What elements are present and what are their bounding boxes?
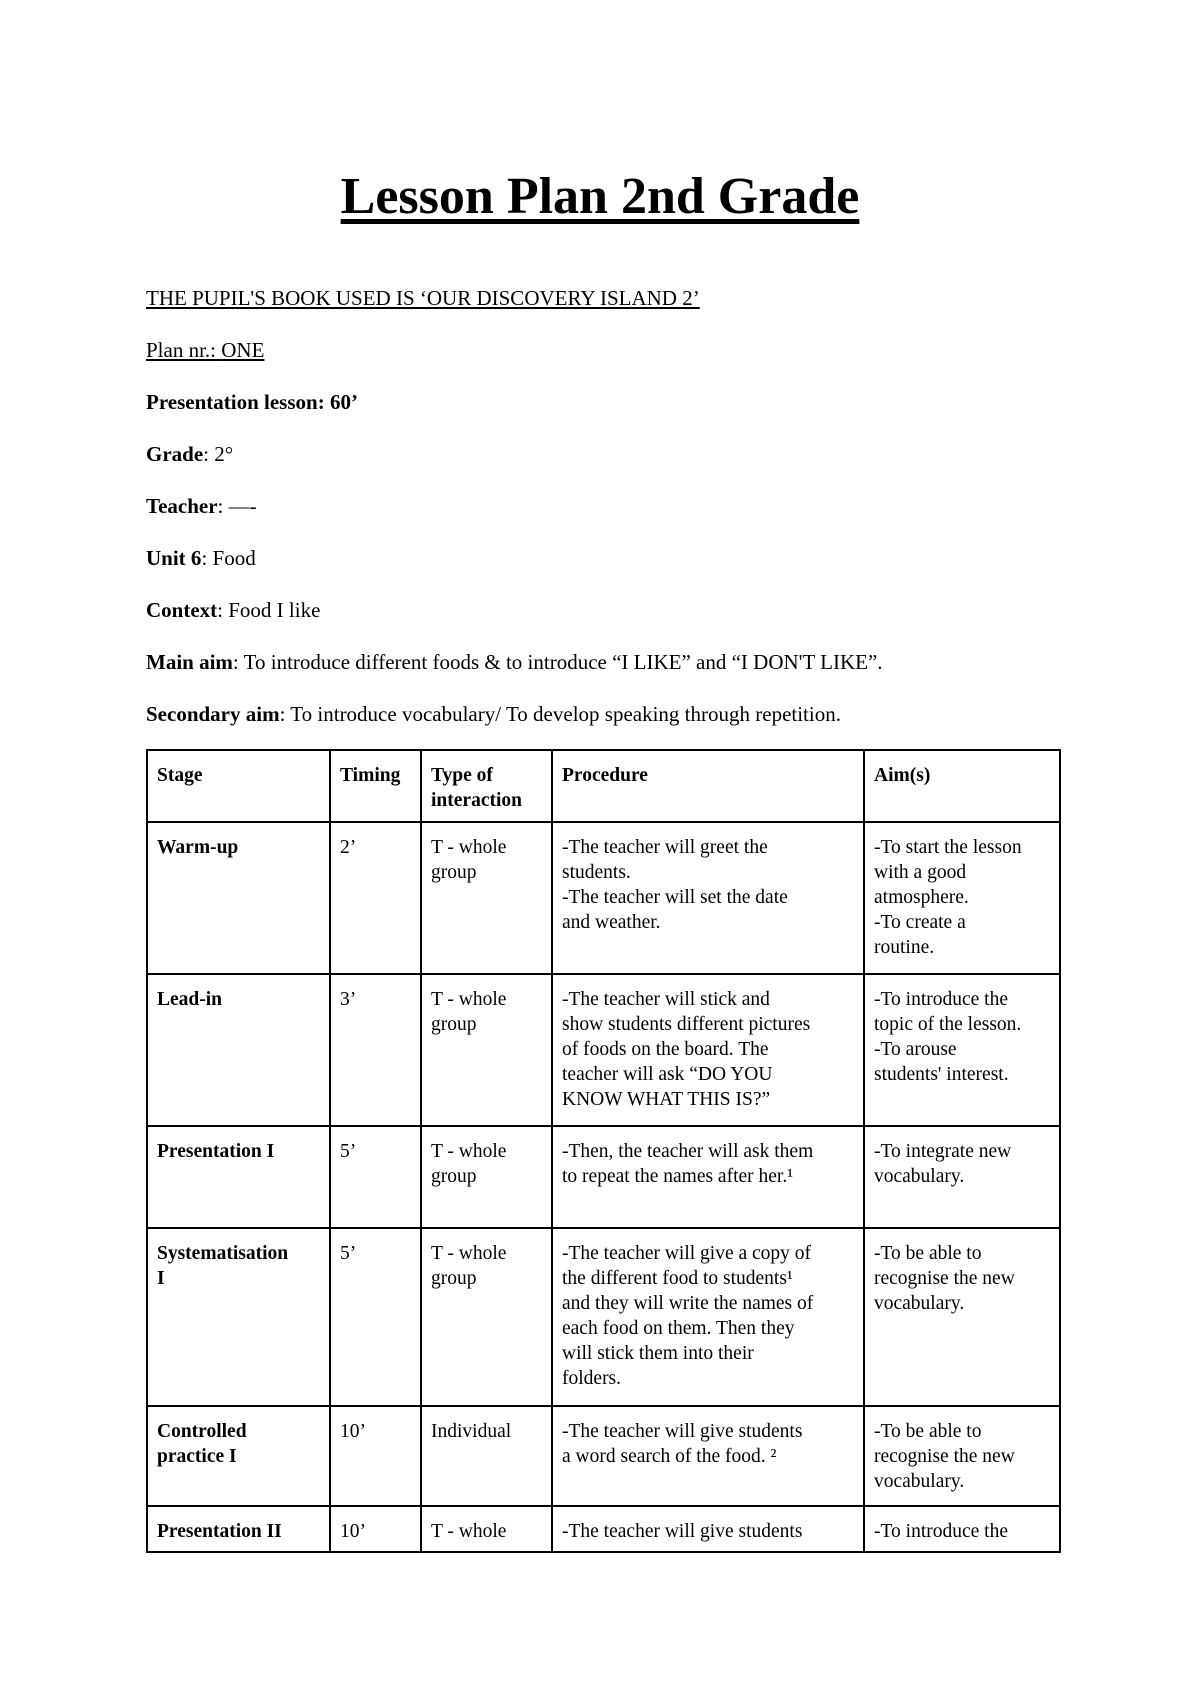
procedure-cell	[552, 1228, 864, 1406]
interaction-cell	[421, 1406, 552, 1506]
aims-text: vocabulary.	[874, 1166, 965, 1187]
procedure-text: -The teacher will give a copy of	[562, 1243, 812, 1264]
interaction-text: T - whole	[431, 1521, 507, 1542]
stage-text: Lead-in	[157, 989, 223, 1010]
plan-number-line	[146, 338, 264, 363]
procedure-text: of foods on the board. The	[562, 1039, 769, 1060]
interaction-cell	[421, 974, 552, 1126]
aims-text: routine.	[874, 937, 935, 958]
document-title: Lesson Plan 2nd Grade	[340, 168, 860, 225]
procedure-text: -The teacher will greet the	[562, 837, 768, 858]
procedure-text: a word search of the food. ²	[562, 1446, 777, 1467]
aims-cell	[864, 1406, 1060, 1506]
procedure-text: students.	[562, 862, 631, 883]
timing-cell: 10’	[330, 1506, 421, 1552]
pupils-book-line: THE PUPIL'S BOOK USED IS ‘OUR DISCOVERY ISLAND 2’	[146, 286, 700, 310]
aims-text: vocabulary.	[874, 1293, 965, 1314]
stage-text: Systematisation	[157, 1243, 289, 1264]
aims-text: topic of the lesson.	[874, 1014, 1022, 1035]
header-interaction	[421, 750, 552, 822]
aims-text: -To start the lesson	[874, 837, 1022, 858]
stage-text: Presentation II	[157, 1521, 282, 1542]
header-timing: Timing	[330, 750, 421, 822]
procedure-text: to repeat the names after her.¹	[562, 1166, 794, 1187]
aims-cell	[864, 1506, 1060, 1552]
table-row	[147, 1506, 1060, 1552]
header-interaction-line: interaction	[431, 790, 522, 811]
context-label: Context	[146, 598, 218, 622]
stage-cell	[147, 1406, 330, 1506]
grade-line	[146, 442, 233, 467]
main-aim-line	[146, 650, 883, 675]
timing-cell: 5’	[330, 1126, 421, 1228]
aims-text: -To arouse	[874, 1039, 957, 1060]
aims-cell	[864, 1126, 1060, 1228]
table-row	[147, 974, 1060, 1126]
aims-text: -To integrate new	[874, 1141, 1012, 1162]
interaction-text: T - whole	[431, 837, 507, 858]
interaction-text: group	[431, 1014, 477, 1035]
stage-cell	[147, 974, 330, 1126]
presentation-lesson-line	[146, 390, 358, 415]
main-aim-value: : To introduce different foods & to introduce “I LIKE” and “I DON'T LIKE”.	[232, 650, 883, 674]
procedure-text: the different food to students¹	[562, 1268, 793, 1289]
aims-text: students' interest.	[874, 1064, 1009, 1085]
interaction-text: group	[431, 1166, 477, 1187]
presentation-lesson-label: Presentation lesson:	[146, 390, 325, 414]
aims-text: -To be able to	[874, 1243, 982, 1264]
plan-number-label: Plan nr.:	[146, 338, 217, 362]
aims-cell	[864, 822, 1060, 974]
table-row	[147, 822, 1060, 974]
procedure-text: teacher will ask “DO YOU	[562, 1064, 773, 1085]
plan-number-value: ONE	[221, 338, 265, 362]
header-interaction-line: Type of	[431, 765, 493, 786]
main-aim-label: Main aim	[146, 650, 233, 674]
stage-text: Presentation I	[157, 1141, 275, 1162]
aims-cell	[864, 1228, 1060, 1406]
aims-cell	[864, 974, 1060, 1126]
secondary-aim-label: Secondary aim	[146, 702, 280, 726]
presentation-lesson-value: 60’	[329, 390, 358, 414]
interaction-cell	[421, 1506, 552, 1552]
timing-cell: 5’	[330, 1228, 421, 1406]
table-row	[147, 1406, 1060, 1506]
table-row	[147, 1126, 1060, 1228]
procedure-text: -The teacher will give students	[562, 1521, 803, 1542]
procedure-text: and they will write the names of	[562, 1293, 814, 1314]
timing-cell: 2’	[330, 822, 421, 974]
timing-cell: 10’	[330, 1406, 421, 1506]
lesson-plan-table	[146, 749, 1061, 1553]
procedure-text: -The teacher will give students	[562, 1421, 803, 1442]
stage-cell	[147, 1228, 330, 1406]
grade-label: Grade	[146, 442, 204, 466]
aims-text: -To introduce the	[874, 1521, 1009, 1542]
teacher-value: : —-	[217, 494, 257, 518]
procedure-cell	[552, 1126, 864, 1228]
header-stage: Stage	[147, 750, 330, 822]
interaction-cell	[421, 1228, 552, 1406]
interaction-text: T - whole	[431, 989, 507, 1010]
header-aims: Aim(s)	[864, 750, 1060, 822]
interaction-cell	[421, 822, 552, 974]
interaction-text: group	[431, 862, 477, 883]
aims-text: vocabulary.	[874, 1471, 965, 1492]
context-line	[146, 598, 320, 623]
aims-text: recognise the new	[874, 1268, 1015, 1289]
procedure-cell	[552, 1506, 864, 1552]
procedure-text: -Then, the teacher will ask them	[562, 1141, 814, 1162]
stage-cell	[147, 1506, 330, 1552]
aims-text: with a good	[874, 862, 967, 883]
aims-text: -To introduce the	[874, 989, 1009, 1010]
context-value: : Food I like	[217, 598, 321, 622]
procedure-text: -The teacher will stick and	[562, 989, 770, 1010]
unit-label: Unit 6	[146, 546, 202, 570]
stage-cell	[147, 1126, 330, 1228]
aims-text: recognise the new	[874, 1446, 1015, 1467]
interaction-text: group	[431, 1268, 477, 1289]
interaction-text: T - whole	[431, 1243, 507, 1264]
procedure-text: KNOW WHAT THIS IS?”	[562, 1089, 771, 1110]
stage-text: Controlled	[157, 1421, 247, 1442]
timing-cell: 3’	[330, 974, 421, 1126]
unit-line	[146, 546, 256, 571]
procedure-cell	[552, 974, 864, 1126]
teacher-label: Teacher	[146, 494, 218, 518]
stage-cell	[147, 822, 330, 974]
stage-text: Warm-up	[157, 837, 239, 858]
procedure-cell	[552, 1406, 864, 1506]
procedure-text: folders.	[562, 1368, 622, 1389]
stage-text: I	[157, 1268, 165, 1289]
table-header-row	[147, 750, 1060, 822]
interaction-text: T - whole	[431, 1141, 507, 1162]
aims-text: -To be able to	[874, 1421, 982, 1442]
interaction-text: Individual	[431, 1421, 512, 1442]
table-row	[147, 1228, 1060, 1406]
procedure-text: and weather.	[562, 912, 661, 933]
procedure-text: show students different pictures	[562, 1014, 811, 1035]
aims-text: -To create a	[874, 912, 966, 933]
procedure-cell	[552, 822, 864, 974]
header-procedure: Procedure	[552, 750, 864, 822]
procedure-text: will stick them into their	[562, 1343, 754, 1364]
teacher-line	[146, 494, 257, 519]
unit-value: : Food	[201, 546, 256, 570]
stage-text: practice I	[157, 1446, 237, 1467]
secondary-aim-line	[146, 702, 841, 727]
interaction-cell	[421, 1126, 552, 1228]
grade-value: : 2°	[203, 442, 234, 466]
aims-text: atmosphere.	[874, 887, 969, 908]
secondary-aim-value: : To introduce vocabulary/ To develop speaking through repetition.	[279, 702, 841, 726]
procedure-text: -The teacher will set the date	[562, 887, 788, 908]
procedure-text: each food on them. Then they	[562, 1318, 795, 1339]
